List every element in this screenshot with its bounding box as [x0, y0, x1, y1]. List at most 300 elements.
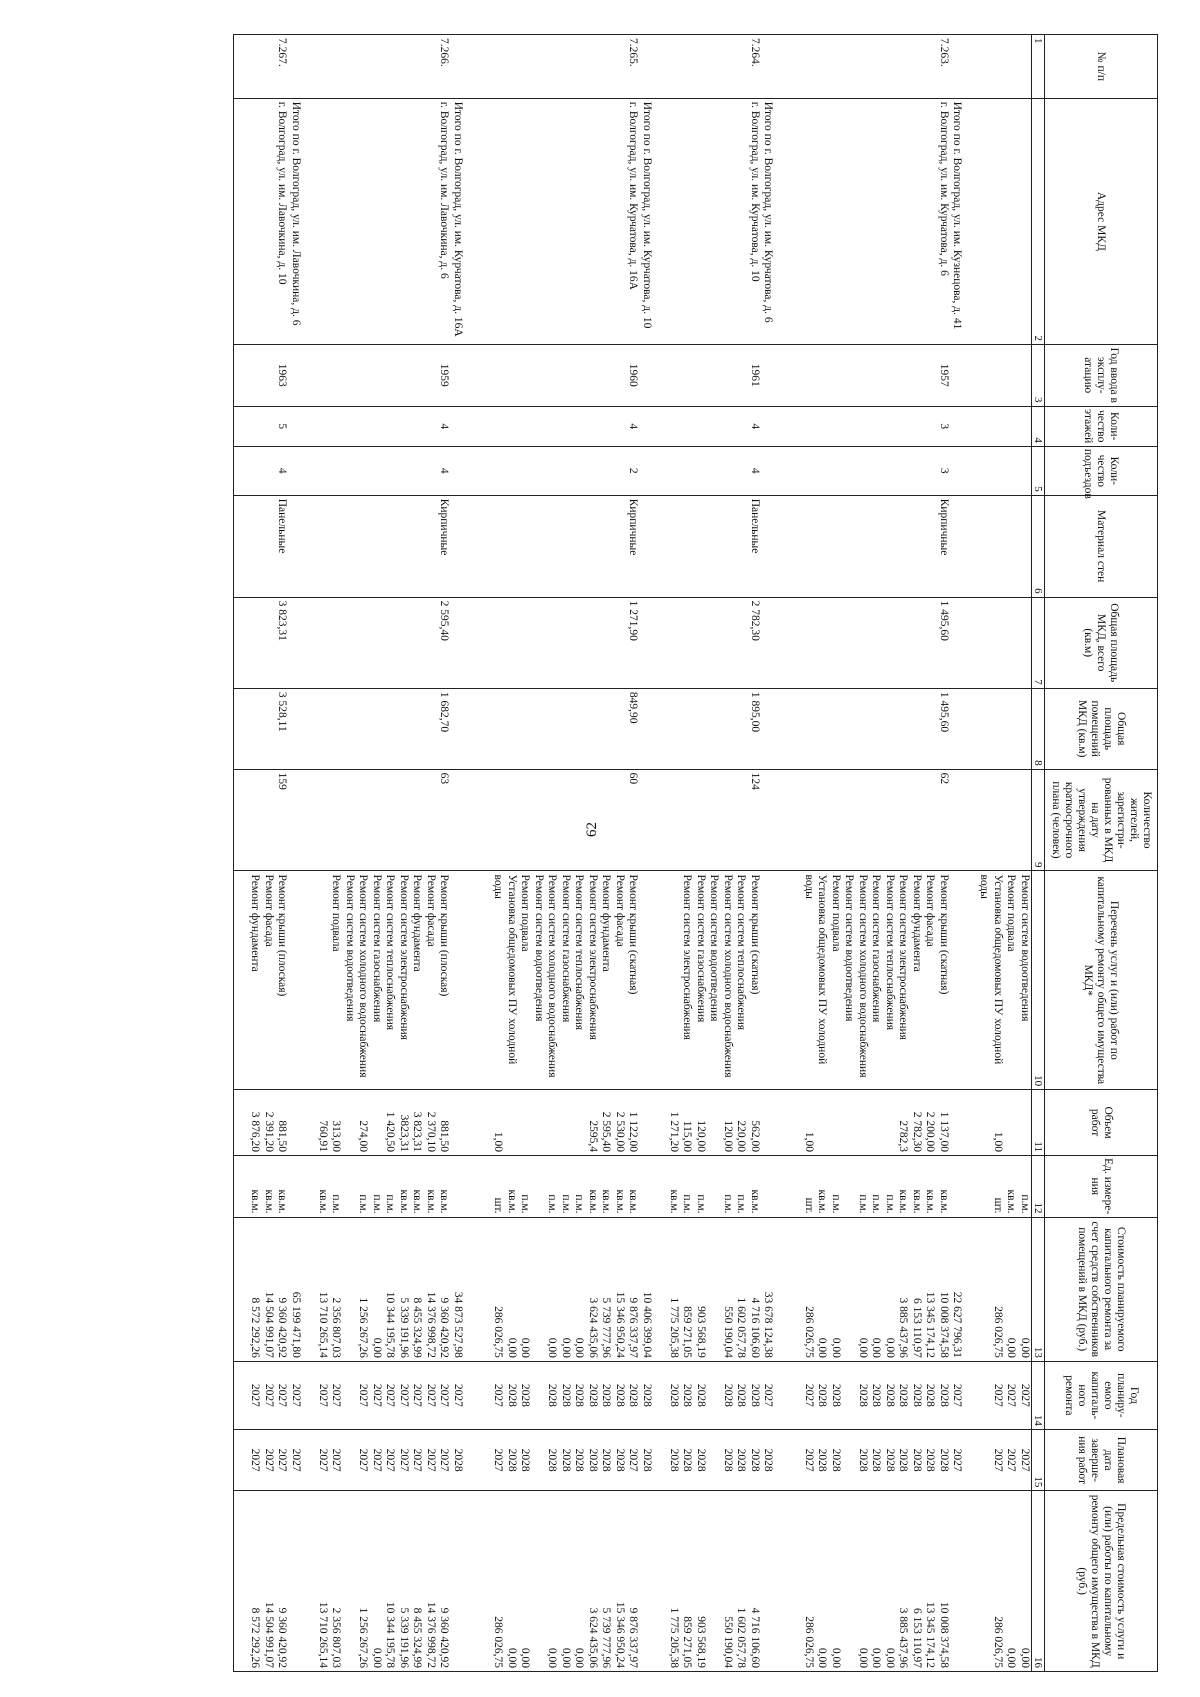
commission-year: 1960 — [627, 363, 640, 387]
work-unit: кв.м. — [897, 1189, 910, 1214]
work-name: Ремонт систем холодного водоснабжения — [357, 874, 370, 1078]
row-number: 7.265. — [627, 38, 640, 67]
work-name: Ремонт систем водоотведения — [843, 874, 856, 1022]
work-volume: 120,00 — [722, 1120, 734, 1152]
column-header: Коли-чество подъездов — [1045, 446, 1158, 495]
work-year: 2027 — [398, 1383, 410, 1407]
work-cost: 0,00 — [546, 1337, 559, 1358]
table-cell — [464, 1429, 653, 1491]
work-volume — [1004, 1093, 1018, 1152]
rooms-area: 3 528,11 — [276, 691, 289, 732]
work-year: 2028 — [600, 1383, 613, 1407]
work-end-date: 2028 — [857, 1448, 869, 1472]
work-year: 2028 — [870, 1383, 883, 1407]
work-limit-cost: 859 271,05 — [681, 1616, 694, 1668]
work-unit: п.м. — [546, 1194, 559, 1214]
work-cost: 9 360 420,92 — [276, 1297, 289, 1358]
work-year: 2027 — [438, 1383, 451, 1407]
table-cell — [964, 344, 1032, 406]
mkd-address: г. Волгоград, ул. им. Лавочкина, д. 10 — [276, 101, 289, 285]
work-year: 2027 — [384, 1383, 397, 1407]
total-end-date: 2028 — [452, 1448, 464, 1472]
work-cost: 5 339 191,96 — [398, 1297, 410, 1358]
work-volume: 3823,31 — [398, 1114, 410, 1152]
table-cell — [775, 769, 964, 871]
work-year: 2028 — [938, 1383, 950, 1407]
column-number: 11 — [1032, 1090, 1045, 1156]
column-header: Общая площадь МКД, всего (кв.м) — [1045, 597, 1158, 688]
work-volume: 1 137,00 — [938, 1111, 950, 1152]
work-volume: 2 782,30 — [911, 1111, 923, 1152]
table-row — [775, 35, 964, 1672]
work-name: Ремонт систем электроснабжения — [398, 874, 410, 1040]
work-unit: кв.м. — [1005, 1189, 1018, 1214]
work-year: 2028 — [695, 1383, 707, 1407]
wall-material: Кирпичные — [627, 498, 640, 556]
work-name: Ремонт систем холодного водоснабжения — [857, 874, 869, 1078]
table-cell — [302, 1429, 464, 1491]
table-cell — [234, 1217, 302, 1361]
total-area: 3 823,31 — [276, 600, 289, 641]
column-number: 14 — [1032, 1361, 1045, 1429]
work-volume: 1 420,50 — [384, 1111, 397, 1152]
work-cost: 9 360 420,92 — [438, 1297, 451, 1358]
table-cell — [775, 1155, 964, 1217]
table-cell — [964, 688, 1032, 769]
total-end-date: 2027 — [290, 1448, 302, 1472]
work-name: Ремонт систем теплоснабжения — [735, 874, 748, 1031]
table-cell — [234, 406, 302, 446]
wall-material: Панельные — [276, 498, 289, 554]
work-year: 2027 — [411, 1383, 424, 1407]
work-name: Ремонт систем водоотведения — [708, 874, 721, 1022]
work-volume: 881,50 — [276, 1120, 289, 1152]
commission-year: 1959 — [438, 363, 451, 387]
work-volume: 3 823,31 — [411, 1111, 424, 1152]
column-header: Плановая дата заверше-ния работ — [1045, 1429, 1158, 1491]
table-cell — [234, 688, 302, 769]
work-year: 2027 — [1019, 1383, 1031, 1407]
column-number: 13 — [1032, 1217, 1045, 1361]
total-label: Итого по г. Волгоград, ул. им. Лавочкина, д. 6 — [290, 101, 302, 326]
work-year: 2028 — [668, 1383, 680, 1407]
table-cell — [234, 1155, 302, 1217]
table-cell — [964, 406, 1032, 446]
rotated-document — [38, 34, 1158, 1672]
work-limit-cost: 6 153 110,97 — [911, 1608, 923, 1668]
table-cell — [653, 1155, 775, 1217]
table-cell — [302, 344, 464, 406]
work-cost: 0,00 — [830, 1337, 842, 1358]
work-end-date: 2028 — [924, 1448, 937, 1472]
work-unit: кв.м. — [749, 1189, 761, 1214]
work-cost: 0,00 — [371, 1337, 383, 1358]
work-year: 2028 — [560, 1383, 572, 1407]
wall-material: Кирпичные — [438, 498, 451, 556]
work-unit: п.м. — [371, 1194, 383, 1214]
table-cell — [464, 1361, 653, 1429]
work-cost: 15 346 950,24 — [614, 1291, 626, 1358]
work-cost: 0,00 — [519, 1337, 532, 1358]
work-limit-cost: 0,00 — [857, 1647, 869, 1668]
work-end-date: 2028 — [938, 1448, 950, 1472]
column-header: Материал стен — [1045, 495, 1158, 597]
work-cost: 0,00 — [506, 1337, 518, 1358]
work-year: 2028 — [857, 1383, 869, 1407]
work-name: Установка общедомовых ПУ холодной воды — [492, 874, 518, 1065]
work-unit: шт. — [803, 1197, 815, 1214]
table-cell — [653, 495, 775, 597]
work-year: 2028 — [897, 1383, 910, 1407]
work-name: Ремонт систем водоотведения — [344, 874, 356, 1022]
column-number: 7 — [1032, 597, 1045, 688]
table-cell — [964, 1361, 1032, 1429]
work-limit-cost: 0,00 — [371, 1647, 383, 1668]
column-number: 4 — [1032, 406, 1045, 446]
column-number: 16 — [1032, 1491, 1045, 1672]
table-cell — [653, 35, 775, 99]
column-header: Ед. измере-ния — [1045, 1155, 1158, 1217]
work-name: Установка общедомовых ПУ холодной воды — [978, 874, 1004, 1065]
work-volume: 2 530,00 — [614, 1111, 626, 1152]
table-cell — [775, 1090, 964, 1156]
page-number: 62 — [584, 822, 600, 837]
work-end-date: 2028 — [816, 1448, 829, 1472]
work-volume: 1,00 — [992, 1131, 1004, 1152]
work-volume: 3 876,20 — [249, 1111, 262, 1152]
table-cell — [775, 495, 964, 597]
work-unit: п.м. — [857, 1194, 869, 1214]
work-year: 2027 — [992, 1383, 1004, 1407]
table-cell — [775, 1361, 964, 1429]
table-cell — [775, 1429, 964, 1491]
floors-count: 5 — [276, 423, 289, 430]
work-year: 2028 — [506, 1383, 518, 1407]
table-cell — [775, 597, 964, 688]
work-limit-cost: 9 876 337,97 — [627, 1607, 640, 1668]
floors-count: 4 — [438, 423, 451, 430]
work-cost: 0,00 — [816, 1337, 829, 1358]
table-cell — [775, 1217, 964, 1361]
table-cell — [302, 35, 464, 99]
column-number-row — [1032, 35, 1045, 1672]
work-volume: 2595,4 — [587, 1120, 599, 1152]
column-number: 5 — [1032, 446, 1045, 495]
work-end-date: 2027 — [330, 1448, 343, 1472]
table-cell — [653, 1217, 775, 1361]
work-limit-cost: 0,00 — [870, 1647, 883, 1668]
work-limit-cost: 10 008 374,58 — [938, 1601, 950, 1668]
table-cell — [775, 1491, 964, 1672]
work-year: 2027 — [276, 1383, 289, 1407]
work-limit-cost: 0,00 — [1005, 1647, 1018, 1668]
total-year: 2027 — [762, 1383, 775, 1407]
row-number: 7.264. — [749, 38, 761, 67]
work-volume: 881,50 — [438, 1120, 451, 1152]
work-end-date: 2028 — [695, 1448, 707, 1472]
work-volume — [883, 1093, 897, 1152]
table-cell — [234, 495, 302, 597]
work-unit: кв.м. — [506, 1189, 518, 1214]
rooms-area: 1 895,00 — [749, 691, 761, 733]
work-end-date: 2028 — [546, 1448, 559, 1472]
table-cell — [302, 1090, 464, 1156]
work-volume: 2 391,20 — [263, 1111, 275, 1152]
work-limit-cost: 15 346 950,24 — [614, 1601, 626, 1668]
work-name: Ремонт подвала — [519, 874, 532, 952]
work-year: 2028 — [924, 1383, 937, 1407]
work-name: Ремонт крыши (плоская) — [276, 874, 289, 997]
work-year: 2027 — [317, 1383, 329, 1407]
table-cell — [302, 1217, 464, 1361]
work-end-date: 2027 — [411, 1448, 424, 1472]
work-year: 2028 — [722, 1383, 734, 1407]
work-limit-cost: 8 572 292,26 — [249, 1607, 262, 1668]
table-row — [302, 35, 464, 1672]
work-cost: 0,00 — [560, 1337, 572, 1358]
work-end-date: 2028 — [735, 1448, 748, 1472]
work-limit-cost: 0,00 — [506, 1647, 518, 1668]
work-volume: 120,00 — [695, 1120, 707, 1152]
work-unit: кв.м. — [938, 1189, 950, 1214]
column-number: 6 — [1032, 495, 1045, 597]
table-cell — [464, 35, 653, 99]
table-cell — [775, 406, 964, 446]
work-limit-cost: 13 345 174,12 — [924, 1601, 937, 1668]
table-cell — [302, 597, 464, 688]
residents-count: 62 — [938, 772, 950, 785]
work-unit: кв.м. — [668, 1189, 680, 1214]
table-cell — [964, 871, 1032, 1090]
column-header: Количество жителей, зарегистри-рованных в МКД на дату утверждения краткосрочного плана (человек) — [1045, 769, 1158, 871]
work-name: Ремонт систем электроснабжения — [587, 874, 599, 1040]
work-year: 2028 — [816, 1383, 829, 1407]
work-year: 2028 — [573, 1383, 586, 1407]
table-row — [234, 35, 302, 1672]
table-cell — [302, 1155, 464, 1217]
work-end-date: 2028 — [884, 1448, 896, 1472]
work-end-date: 2028 — [870, 1448, 883, 1472]
work-year: 2027 — [330, 1383, 343, 1407]
table-cell — [775, 688, 964, 769]
work-volume — [856, 1093, 870, 1152]
work-unit: кв.м. — [263, 1189, 275, 1214]
table-cell — [464, 446, 653, 495]
mkd-address: г. Волгоград, ул. им. Курчатова, д. 16А — [627, 101, 640, 290]
work-volume — [545, 1093, 559, 1152]
column-header: Перечень услуг и (или) работ по капитальному ремонту общего имущества МКД* — [1045, 871, 1158, 1090]
work-limit-cost: 286 026,75 — [492, 1616, 505, 1668]
work-limit-cost: 5 739 777,96 — [600, 1607, 613, 1668]
table-cell — [775, 871, 964, 1090]
work-year: 2028 — [614, 1383, 626, 1407]
work-end-date: 2028 — [911, 1448, 923, 1472]
table-cell — [464, 1491, 653, 1672]
work-name: Ремонт фасада — [263, 874, 275, 947]
table-cell — [302, 1491, 464, 1672]
total-area: 2 595,40 — [438, 600, 451, 641]
work-limit-cost: 0,00 — [884, 1647, 896, 1668]
work-limit-cost: 3 885 437,96 — [897, 1607, 910, 1668]
table-row — [464, 35, 653, 1672]
work-volume: 274,00 — [357, 1120, 370, 1152]
work-cost: 0,00 — [884, 1337, 896, 1358]
work-limit-cost: 9 360 420,92 — [438, 1607, 451, 1668]
table-cell — [775, 446, 964, 495]
work-end-date: 2028 — [600, 1448, 613, 1472]
work-name: Ремонт подвала — [1005, 874, 1018, 952]
table-cell — [964, 446, 1032, 495]
total-label: Итого по г. Волгоград, ул. им. Кузнецова, д. 41 — [951, 101, 964, 330]
total-cost: 34 873 527,98 — [452, 1291, 464, 1358]
column-header: Адрес МКД — [1045, 98, 1158, 344]
work-cost: 10 344 195,78 — [384, 1291, 397, 1358]
work-volume — [559, 1093, 573, 1152]
work-unit: п.м. — [357, 1194, 370, 1214]
table-cell — [234, 344, 302, 406]
work-unit: п.м. — [384, 1194, 397, 1214]
work-end-date: 2027 — [317, 1448, 329, 1472]
work-unit: п.м. — [560, 1194, 572, 1214]
work-end-date: 2027 — [425, 1448, 437, 1472]
total-end-date: 2027 — [951, 1448, 964, 1472]
work-end-date: 2027 — [384, 1448, 397, 1472]
wall-material: Панельные — [749, 498, 761, 554]
table-cell — [653, 1361, 775, 1429]
table-cell — [964, 98, 1032, 344]
work-end-date: 2028 — [519, 1448, 532, 1472]
work-end-date: 2027 — [438, 1448, 451, 1472]
work-name: Ремонт фундамента — [911, 874, 923, 972]
work-year: 2027 — [492, 1383, 505, 1407]
work-year: 2027 — [803, 1383, 815, 1407]
table-cell — [964, 1090, 1032, 1156]
work-year: 2028 — [546, 1383, 559, 1407]
work-end-date: 2028 — [668, 1448, 680, 1472]
work-limit-cost: 0,00 — [573, 1647, 586, 1668]
work-cost: 5 739 777,96 — [600, 1297, 613, 1358]
work-year: 2027 — [357, 1383, 370, 1407]
work-end-date: 2027 — [249, 1448, 262, 1472]
column-number: 3 — [1032, 344, 1045, 406]
work-cost: 6 153 110,97 — [911, 1297, 923, 1358]
work-year: 2027 — [425, 1383, 437, 1407]
mkd-address: г. Волгоград, ул. им. Лавочкина, д. 6 — [438, 101, 451, 279]
work-limit-cost: 4 716 106,60 — [749, 1607, 761, 1668]
table-cell — [234, 98, 302, 344]
work-limit-cost: 3 624 435,06 — [587, 1607, 599, 1668]
column-header: Год планиру-емого капиталь-ного ремонта — [1045, 1361, 1158, 1429]
work-end-date: 2027 — [492, 1448, 505, 1472]
column-number: 9 — [1032, 769, 1045, 871]
table-body — [234, 35, 1032, 1672]
total-cost: 10 406 399,04 — [641, 1291, 653, 1358]
work-name: Ремонт крыши (скатная) — [938, 874, 950, 995]
work-year: 2028 — [749, 1383, 761, 1407]
work-name: Ремонт систем холодного водоснабжения — [722, 874, 734, 1078]
table-cell — [964, 35, 1032, 99]
work-year: 2027 — [371, 1383, 383, 1407]
work-cost: 4 716 106,60 — [749, 1297, 761, 1358]
work-end-date: 2027 — [803, 1448, 815, 1472]
table-cell — [653, 1491, 775, 1672]
work-unit: кв.м. — [816, 1189, 829, 1214]
table-cell — [964, 1155, 1032, 1217]
work-name: Ремонт фундамента — [411, 874, 424, 972]
entrances-count: 4 — [438, 467, 451, 474]
total-area: 2 782,30 — [749, 600, 761, 641]
commission-year: 1957 — [938, 363, 950, 387]
work-unit: кв.м. — [600, 1189, 613, 1214]
total-area: 1 271,90 — [627, 600, 640, 641]
work-limit-cost: 286 026,75 — [803, 1616, 815, 1668]
work-end-date: 2028 — [573, 1448, 586, 1472]
table-row — [653, 35, 775, 1672]
table-cell — [653, 871, 775, 1090]
work-year: 2028 — [587, 1383, 599, 1407]
work-cost: 8 572 292,26 — [249, 1297, 262, 1358]
work-unit: кв.м. — [398, 1189, 410, 1214]
column-number: 1 — [1032, 35, 1045, 99]
table-cell — [464, 1217, 653, 1361]
work-limit-cost: 550 190,04 — [722, 1616, 734, 1668]
total-year: 2028 — [641, 1383, 653, 1407]
work-cost: 8 455 324,99 — [411, 1297, 424, 1358]
work-name: Ремонт систем электроснабжения — [681, 874, 694, 1040]
work-volume: 115,00 — [681, 1120, 694, 1152]
total-end-date: 2028 — [762, 1448, 775, 1472]
work-cost: 0,00 — [857, 1337, 869, 1358]
work-cost: 9 876 337,97 — [627, 1297, 640, 1358]
mkd-address: г. Волгоград, ул. им. Курчатова, д. 10 — [749, 101, 761, 282]
work-end-date: 2027 — [992, 1448, 1004, 1472]
rooms-area: 1 682,70 — [438, 691, 451, 733]
work-cost: 286 026,75 — [992, 1306, 1004, 1358]
work-unit: кв.м. — [425, 1189, 437, 1214]
table-cell — [775, 35, 964, 99]
total-year: 2027 — [951, 1383, 964, 1407]
entrances-count: 2 — [627, 467, 640, 474]
table-cell — [775, 98, 964, 344]
work-volume: 562,00 — [749, 1120, 761, 1152]
work-cost: 286 026,75 — [492, 1306, 505, 1358]
mkd-address: г. Волгоград, ул. им. Курчатова, д. 6 — [938, 101, 950, 276]
table-cell — [464, 1155, 653, 1217]
work-limit-cost: 0,00 — [519, 1647, 532, 1668]
table-cell — [234, 446, 302, 495]
total-year: 2027 — [290, 1383, 302, 1407]
column-number: 10 — [1032, 871, 1045, 1090]
table-cell — [302, 406, 464, 446]
work-volume: 1,00 — [492, 1131, 505, 1152]
work-name: Ремонт подвала — [830, 874, 842, 952]
work-name: Ремонт систем водоотведения — [1019, 874, 1031, 1022]
work-cost: 0,00 — [573, 1337, 586, 1358]
work-volume — [815, 1093, 829, 1152]
work-volume — [518, 1093, 532, 1152]
work-limit-cost: 286 026,75 — [992, 1616, 1004, 1668]
work-end-date: 2028 — [587, 1448, 599, 1472]
work-limit-cost: 9 360 420,92 — [276, 1607, 289, 1668]
table-cell — [234, 1090, 302, 1156]
table-cell — [302, 98, 464, 344]
work-volume: 1,00 — [803, 1131, 815, 1152]
work-limit-cost: 903 568,19 — [695, 1616, 707, 1668]
floors-count: 4 — [627, 423, 640, 430]
work-end-date: 2028 — [681, 1448, 694, 1472]
work-volume — [370, 1093, 384, 1152]
table-cell — [964, 1217, 1032, 1361]
